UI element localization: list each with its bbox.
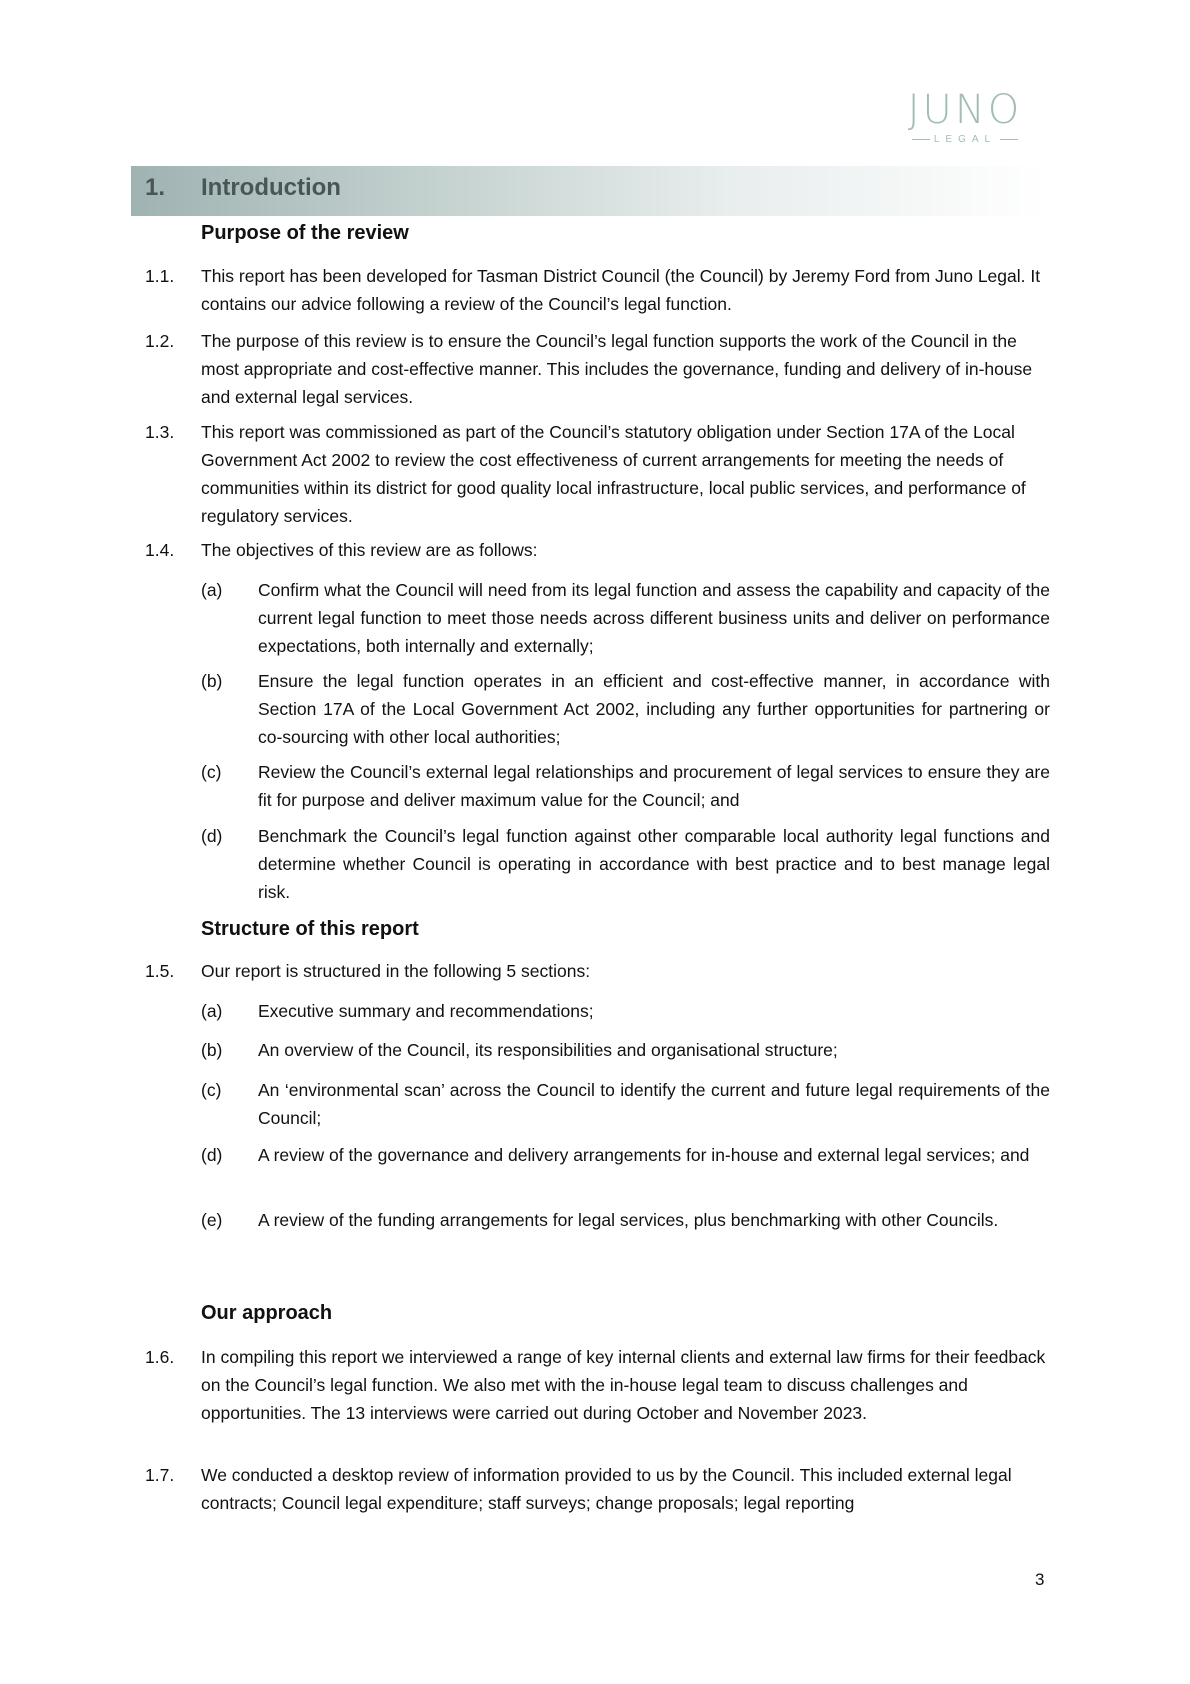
subheading-structure: Structure of this report (201, 918, 419, 940)
paragraph (145, 1461, 1050, 1517)
item-label: (d) (201, 1145, 223, 1165)
item-text: Review the Council’s external legal relationships and procurement of legal services to ensure they are fit for purpose and deliver maximum value for the Council; and (258, 762, 1050, 810)
objective-item (201, 758, 1050, 814)
item-text: An overview of the Council, its responsibilities and organisational structure; (258, 1040, 838, 1060)
section-list-item (201, 1206, 1050, 1234)
objective-item (201, 822, 1050, 906)
section-list-item (201, 1141, 1050, 1169)
paragraph-number: 1.6. (145, 1347, 175, 1367)
paragraph-text: The purpose of this review is to ensure the Council’s legal function supports the work of the Council in the most appropriate and cost-effective manner. This includes the governance, funding and delivery of in-house and external legal services. (201, 331, 1033, 407)
item-label: (a) (201, 1001, 223, 1021)
paragraph-text: The objectives of this review are as follows: (201, 540, 538, 560)
section-number: 1. (145, 174, 166, 201)
paragraph (145, 957, 1050, 985)
subheading-purpose: Purpose of the review (201, 222, 409, 244)
paragraph-text: We conducted a desktop review of information provided to us by the Council. This included external legal contracts; Council legal expenditure; staff surveys; change proposals; legal reporting (201, 1465, 1012, 1513)
logo-subtitle (895, 134, 1035, 145)
item-label: (b) (201, 671, 223, 691)
paragraph-number: 1.7. (145, 1465, 175, 1485)
item-text: An ‘environmental scan’ across the Council to identify the current and future legal requirements of the Council; (258, 1080, 1050, 1128)
item-text: A review of the funding arrangements for legal services, plus benchmarking with other Councils. (258, 1210, 999, 1230)
item-label: (b) (201, 1040, 223, 1060)
paragraph (145, 327, 1050, 411)
paragraph (145, 1343, 1050, 1427)
juno-legal-logo (895, 88, 1035, 145)
item-text: Confirm what the Council will need from its legal function and assess the capability and capacity of the current legal function to meet those needs across different business units and deliver on performance expectations, both internally and externally; (258, 580, 1050, 656)
paragraph (145, 536, 1050, 564)
item-label: (e) (201, 1210, 223, 1230)
item-text: Benchmark the Council’s legal function against other comparable local authority legal functions and determine whether Council is operating in accordance with best practice and to best manage legal risk. (258, 826, 1050, 902)
paragraph-number: 1.3. (145, 422, 175, 442)
section-list-item (201, 1036, 1050, 1064)
paragraph-text: Our report is structured in the following 5 sections: (201, 961, 591, 981)
paragraph-text: In compiling this report we interviewed a range of key internal clients and external law firms for their feedback on the Council’s legal function. We also met with the in-house legal team to discuss challenges and opportunities. The 13 interviews were carried out during October and November 2023. (201, 1347, 1046, 1423)
paragraph (145, 262, 1050, 318)
item-text: Ensure the legal function operates in an efficient and cost-effective manner, in accordance with Section 17A of the Local Government Act 2002, including any further opportunities for partnering or co-sourcing with other local authorities; (258, 671, 1050, 747)
paragraph-number: 1.5. (145, 961, 175, 981)
paragraph-number: 1.2. (145, 331, 175, 351)
paragraph-number: 1.1. (145, 266, 175, 286)
item-label: (d) (201, 826, 223, 846)
item-text: Executive summary and recommendations; (258, 1001, 594, 1021)
paragraph-text: This report was commissioned as part of the Council’s statutory obligation under Section 17A of the Local Government Act 2002 to review the cost effectiveness of current arrangements for meeting the needs of communities within its district for good quality local infrastructure, local public services, and performance of regulatory services. (201, 422, 1026, 526)
objective-item (201, 576, 1050, 660)
page-number: 3 (1035, 1570, 1045, 1589)
paragraph-text: This report has been developed for Tasman District Council (the Council) by Jeremy Ford from Juno Legal. It contains our advice following a review of the Council’s legal function. (201, 266, 1041, 314)
section-title: Introduction (201, 174, 341, 201)
section-list-item (201, 997, 1050, 1025)
logo-wordmark: JUNO (907, 87, 1023, 133)
item-text: A review of the governance and delivery arrangements for in-house and external legal services; and (258, 1145, 1030, 1165)
section-list-item (201, 1076, 1050, 1132)
item-label: (c) (201, 1080, 222, 1100)
item-label: (a) (201, 580, 223, 600)
subheading-approach: Our approach (201, 1302, 333, 1324)
objective-item (201, 667, 1050, 751)
logo-subtitle-text: LEGAL (933, 134, 997, 145)
paragraph (145, 418, 1050, 530)
item-label: (c) (201, 762, 222, 782)
paragraph-number: 1.4. (145, 540, 175, 560)
